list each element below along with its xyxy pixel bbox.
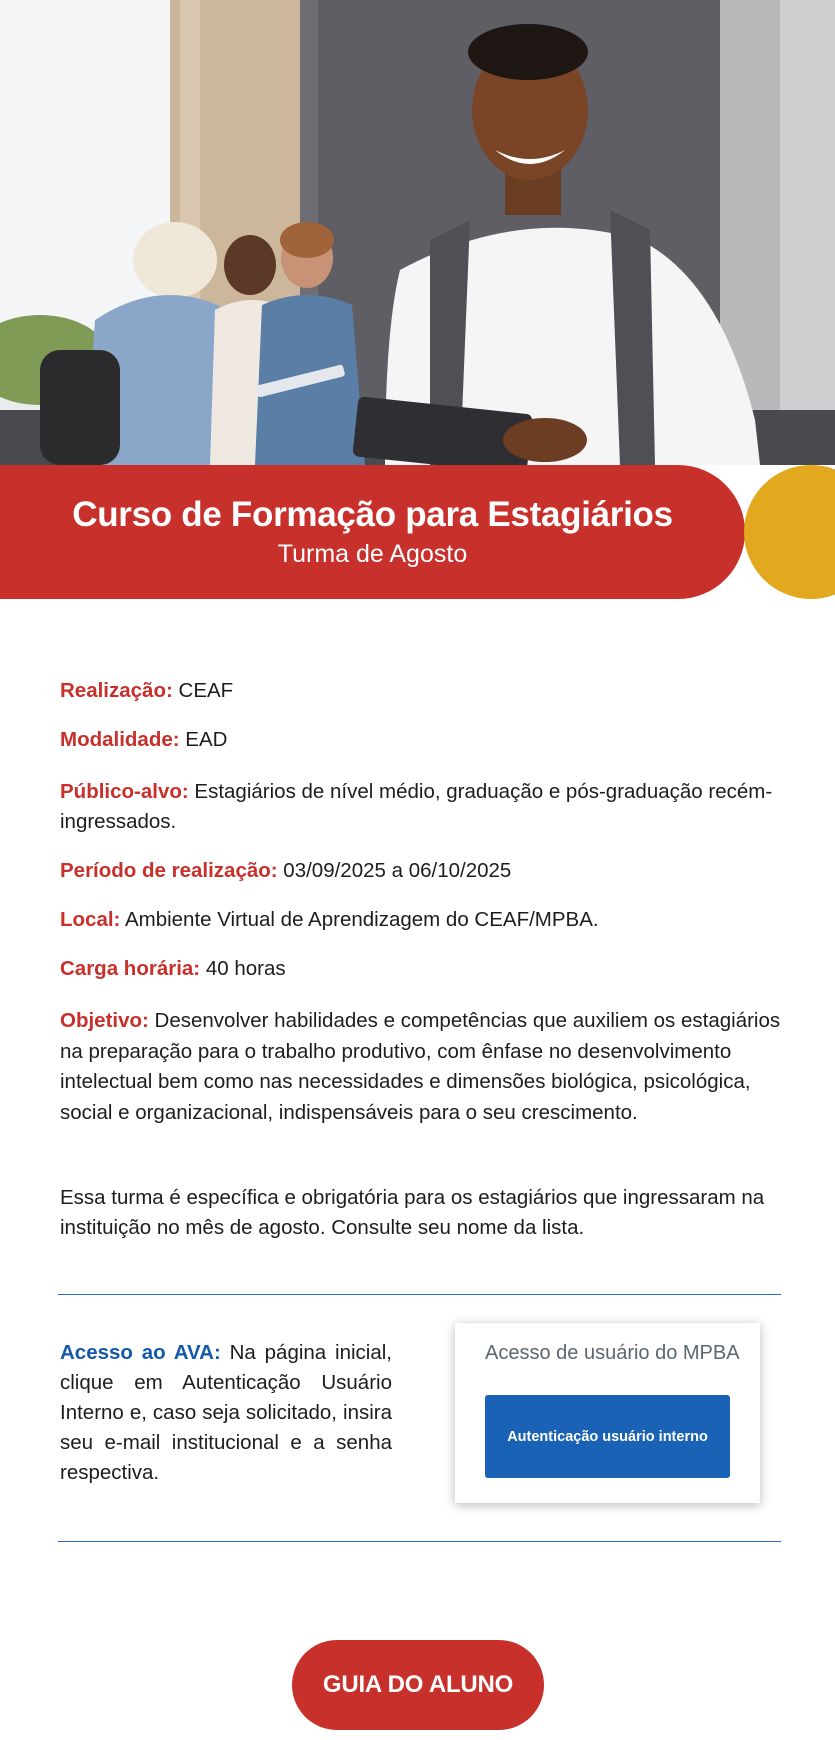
detail-value: 40 horas bbox=[200, 957, 286, 980]
detail-label: Carga horária: bbox=[60, 957, 201, 980]
decorative-circle bbox=[744, 465, 835, 599]
detail-label: Período de realização: bbox=[60, 859, 278, 882]
detail-label: Modalidade: bbox=[60, 728, 180, 751]
detail-modalidade bbox=[60, 725, 782, 755]
detail-value: Ambiente Virtual de Aprendizagem do CEAF/MPBA. bbox=[120, 908, 599, 931]
detail-label: Objetivo: bbox=[60, 1009, 149, 1032]
detail-value: 03/09/2025 a 06/10/2025 bbox=[277, 859, 512, 882]
detail-objetivo bbox=[60, 1006, 782, 1128]
detail-label: Realização: bbox=[60, 679, 173, 702]
detail-carga-horaria bbox=[60, 954, 782, 984]
detail-realizacao bbox=[60, 676, 782, 706]
hero-section bbox=[0, 0, 835, 600]
detail-label: Público-alvo: bbox=[60, 780, 189, 803]
detail-value: Estagiários de nível médio, graduação e pós-graduação recém-ingressados. bbox=[60, 780, 773, 833]
detail-periodo bbox=[60, 856, 782, 886]
detail-local bbox=[60, 905, 782, 935]
hero-photo bbox=[0, 0, 835, 465]
ava-label: Acesso ao AVA: bbox=[60, 1341, 221, 1364]
course-subtitle: Turma de Agosto bbox=[277, 540, 468, 568]
course-title: Curso de Formação para Estagiários bbox=[72, 495, 673, 534]
detail-value: EAD bbox=[179, 728, 228, 751]
enrollment-note: Essa turma é específica e obrigatória para os estagiários que ingressaram na instituição no mês de agosto. Consulte seu nome da lista. bbox=[60, 1186, 765, 1239]
ava-card-title: Acesso de usuário do MPBA bbox=[485, 1342, 740, 1364]
section-divider-bottom bbox=[58, 1541, 781, 1542]
detail-value: CEAF bbox=[172, 679, 234, 702]
student-guide-button[interactable]: GUIA DO ALUNO bbox=[292, 1640, 544, 1730]
detail-value: Desenvolver habilidades e competências que auxiliem os estagiários na preparação para o trabalho produtivo, com ênfase no desenvolvimento intelectual bem como nas necessidades e dimensões biológica, psicológica, social e organizacional, indispensáveis para o seu crescimento. bbox=[60, 1009, 781, 1124]
ava-login-card-screenshot bbox=[455, 1323, 760, 1503]
internal-auth-button: Autenticação usuário interno bbox=[485, 1395, 730, 1478]
detail-label: Local: bbox=[60, 908, 121, 931]
course-banner bbox=[0, 465, 745, 599]
detail-publico-alvo bbox=[60, 777, 782, 837]
ava-instructions bbox=[60, 1338, 392, 1488]
ava-text: Na página inicial, clique em Autenticação Usuário Interno e, caso seja solicitado, insira seu e-mail institucional e a senha respectiva. bbox=[60, 1341, 392, 1484]
section-divider-top bbox=[58, 1294, 781, 1295]
